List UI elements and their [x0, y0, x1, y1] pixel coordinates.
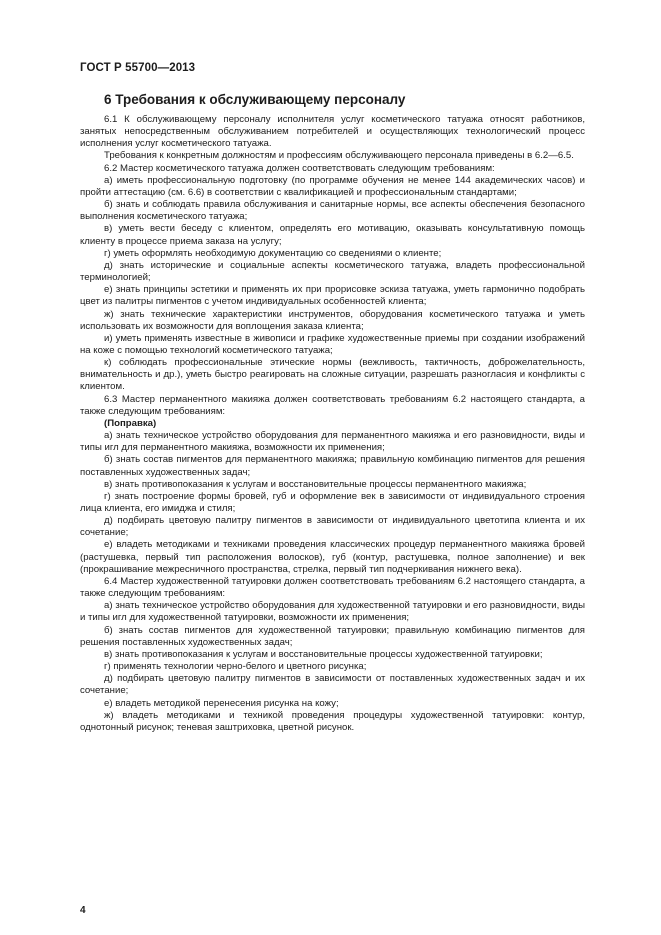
list-item: д) знать исторические и социальные аспекты косметического татуажа, владеть профессиональной терминологией; — [80, 259, 585, 284]
list-item: а) иметь профессиональную подготовку (по программе обучения не менее 144 академических часов) и пройти аттестацию (см. 6.6) в соответствии с квалификацией и профессиональным стандартами; — [80, 174, 585, 198]
paragraph: 6.1 К обслуживающему персоналу исполнителя услуг косметического татуажа относят работников, занятых непосредственным обслуживанием потребителей и осуществляющих технологический процесс исполнения услуг косметического татуажа. — [80, 114, 585, 150]
list-item: ж) владеть методиками и техникой проведения процедуры художественной татуировки: контур, однотонный рисунок; теневая заштриховка, цветной рисунок. — [80, 709, 585, 733]
list-item: е) владеть методикой перенесения рисунка на кожу; — [104, 697, 339, 709]
amendment-note: (Поправка) — [104, 417, 157, 429]
list-item: в) знать противопоказания к услугам и восстановительные процессы художественной татуировки; — [104, 648, 543, 660]
list-item: г) применять технологии черно-белого и цветного рисунка; — [104, 661, 367, 673]
list-item: а) знать техническое устройство оборудования для художественной татуировки и его разновидности, виды и типы игл для художественной татуировки, возможности их применения; — [80, 600, 585, 624]
list-item: ж) знать технические характеристики инструментов, оборудования косметического татуажа и уметь использовать их возможности для воплощения заказа клиента; — [80, 308, 585, 332]
list-item: а) знать техническое устройство оборудования для перманентного макияжа и его разновидности, виды и типы игл для перманентного макияжа, возможности их применения; — [80, 430, 585, 454]
section-body — [80, 114, 585, 734]
document-header: ГОСТ Р 55700—2013 — [80, 62, 196, 74]
list-item: в) знать противопоказания к услугам и восстановительные процессы перманентного макияжа; — [104, 478, 527, 490]
paragraph: 6.3 Мастер перманентного макияжа должен соответствовать требованиям 6.2 настоящего стандарта, а также следующим требованиям: — [80, 393, 585, 417]
list-item: д) подбирать цветовую палитру пигментов в зависимости от поставленных художественных задач и их сочетание; — [80, 673, 585, 697]
paragraph: 6.4 Мастер художественной татуировки должен соответствовать требованиям 6.2 настоящего стандарта, а также следующим требованиям: — [80, 575, 585, 600]
list-item: б) знать состав пигментов для перманентного макияжа; правильную комбинацию пигментов для решения поставленных художественных задач; — [80, 454, 585, 478]
list-item: д) подбирать цветовую палитру пигментов в зависимости от индивидуального цветотипа клиента и их сочетание; — [80, 515, 585, 539]
list-item: г) знать построение формы бровей, губ и оформление век в зависимости от индивидуального строения лица клиента, его имиджа и стиля; — [80, 490, 585, 514]
list-item: е) знать принципы эстетики и применять их при прорисовке эскиза татуажа, уметь гармонично подобрать цвет из палитры пигментов с учетом индивидуальных особенностей клиента; — [80, 284, 585, 308]
list-item: к) соблюдать профессиональные этические нормы (вежливость, тактичность, доброжелательность, внимательность и др.), уметь быстро реагировать на сложные ситуации, разрешать разногласия и конфликты с клиентом. — [80, 357, 585, 393]
list-item: е) владеть методиками и техниками проведения классических процедур перманентного макияжа бровей (растушевка, первый тип расположения волосков), губ (контур, растушевка, полное заполнение) и век (прокрашивание межресничного пространства, стрелка, первый тип подчеркивания нижнего века). — [80, 539, 585, 575]
list-item: в) уметь вести беседу с клиентом, определять его мотивацию, оказывать консультативную помощь клиенту в процессе приема заказа на услугу; — [80, 223, 585, 247]
list-item: б) знать состав пигментов для художественной татуировки; правильную комбинацию пигментов для решения поставленных художественных задач; — [80, 624, 585, 648]
paragraph: Требования к конкретным должностям и профессиям обслуживающего персонала приведены в 6.2—6.5. — [104, 150, 574, 162]
section-title: 6 Требования к обслуживающему персоналу — [104, 92, 406, 107]
paragraph: 6.2 Мастер косметического татуажа должен соответствовать следующим требованиям: — [104, 162, 495, 174]
list-item: б) знать и соблюдать правила обслуживания и санитарные нормы, все аспекты обеспечения безопасного выполнения косметического татуажа; — [80, 199, 585, 223]
list-item: г) уметь оформлять необходимую документацию со сведениями о клиенте; — [104, 247, 442, 259]
list-item: и) уметь применять известные в живописи и графике художественные приемы при создании изображений на коже с помощью технологий косметического татуажа; — [80, 332, 585, 356]
page-number: 4 — [80, 905, 86, 916]
